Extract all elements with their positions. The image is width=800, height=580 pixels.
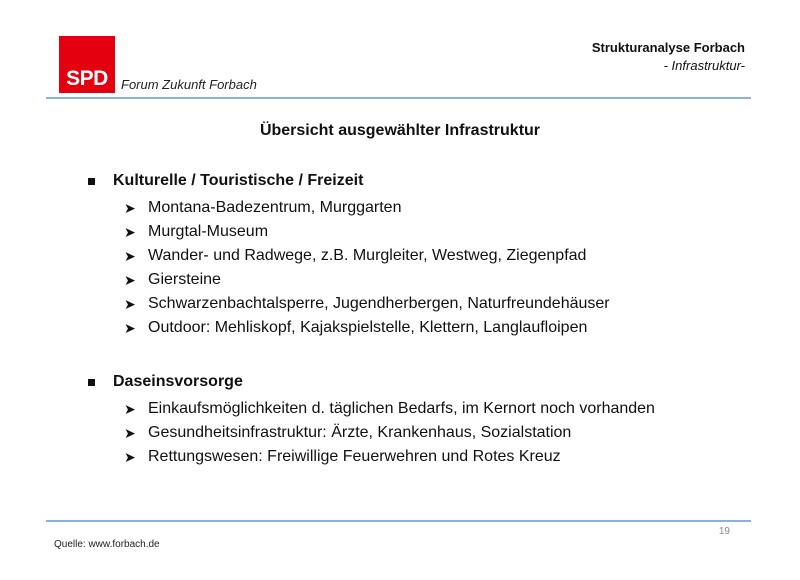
list-item: [124, 196, 610, 220]
list-item-text: Murgtal-Museum: [148, 223, 269, 240]
square-bullet-icon: [88, 178, 95, 185]
list-item-text: Wander- und Radwege, z.B. Murgleiter, Westweg, Ziegenpfad: [148, 247, 587, 264]
slide-title: Strukturanalyse Forbach: [591, 40, 745, 55]
bullet-list: [88, 196, 610, 340]
list-item-text: Rettungswesen: Freiwillige Feuerwehren und Rotes Kreuz: [148, 448, 561, 465]
arrow-bullet-icon: ➤: [124, 400, 136, 417]
arrow-bullet-icon: ➤: [124, 319, 136, 336]
list-item: [124, 445, 655, 469]
logo-text: SPD: [66, 67, 108, 90]
header-divider: [46, 97, 751, 99]
list-item-text: Giersteine: [148, 271, 221, 288]
list-item-text: Einkaufsmöglichkeiten d. täglichen Bedarfs, im Kernort noch vorhanden: [148, 400, 655, 417]
arrow-bullet-icon: ➤: [124, 448, 136, 465]
arrow-bullet-icon: ➤: [124, 295, 136, 312]
list-item-text: Montana-Badezentrum, Murggarten: [148, 199, 402, 216]
list-item-text: Gesundheitsinfrastruktur: Ärzte, Krankenhaus, Sozialstation: [148, 424, 572, 441]
page-title: Übersicht ausgewählter Infrastruktur: [259, 122, 541, 139]
section-heading: [88, 170, 610, 192]
list-item-text: Schwarzenbachtalsperre, Jugendherbergen, Naturfreundehäuser: [148, 295, 610, 312]
list-item: [124, 244, 610, 268]
slide-subtitle: - Infrastruktur-: [663, 58, 745, 73]
list-item: [124, 220, 610, 244]
list-item-text: Outdoor: Mehliskopf, Kajakspielstelle, Klettern, Langlaufloipen: [148, 319, 588, 336]
footer-divider: [46, 520, 751, 522]
section-title: Kulturelle / Touristische / Freizeit: [113, 172, 364, 189]
arrow-bullet-icon: ➤: [124, 247, 136, 264]
section-culture: [88, 170, 610, 340]
list-item: [124, 316, 610, 340]
section-heading: [88, 371, 655, 393]
arrow-bullet-icon: ➤: [124, 223, 136, 240]
list-item: [124, 397, 655, 421]
list-item: [124, 292, 610, 316]
section-title: Daseinsvorsorge: [113, 373, 243, 390]
list-item: [124, 268, 610, 292]
slide-header: [592, 39, 745, 75]
spd-logo: [59, 36, 115, 93]
page-number: 19: [718, 526, 730, 537]
arrow-bullet-icon: ➤: [124, 424, 136, 441]
forum-label: Forum Zukunft Forbach: [121, 77, 257, 92]
list-item: [124, 421, 655, 445]
arrow-bullet-icon: ➤: [124, 271, 136, 288]
square-bullet-icon: [88, 379, 95, 386]
section-public-services: [88, 371, 655, 469]
arrow-bullet-icon: ➤: [124, 199, 136, 216]
bullet-list: [88, 397, 655, 469]
source-note: Quelle: www.forbach.de: [54, 539, 160, 550]
